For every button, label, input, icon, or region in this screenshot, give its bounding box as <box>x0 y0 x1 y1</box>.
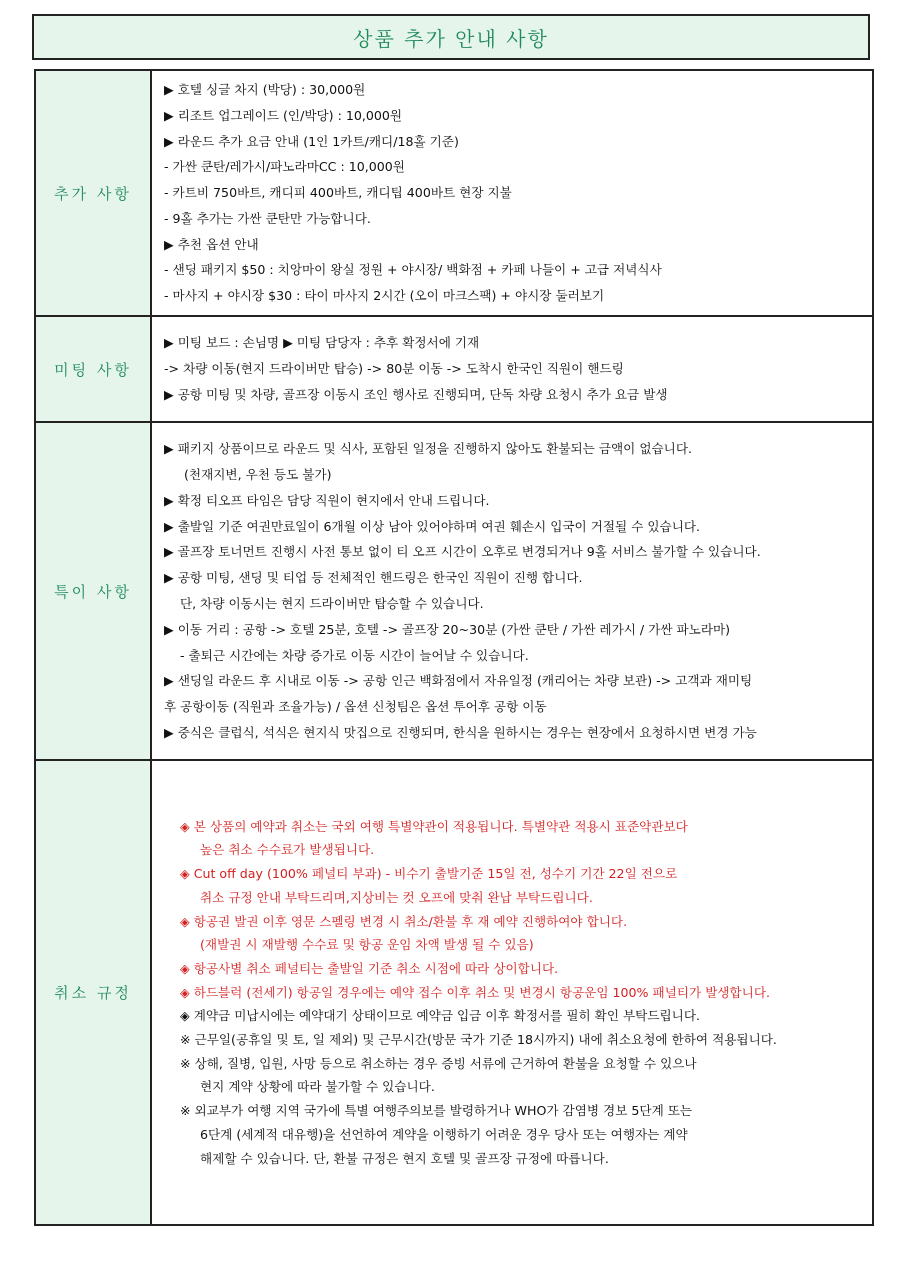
section-label-special: 특이 사항 <box>35 422 151 760</box>
section-meeting <box>35 316 873 422</box>
list-item: 현지 계약 상황에 따라 불가할 수 있습니다. <box>200 1079 435 1095</box>
list-item: - 9홀 추가는 가싼 쿤탄만 가능합니다. <box>164 210 371 226</box>
section-extra <box>35 70 873 316</box>
section-label-cancel: 취소 규정 <box>35 760 151 1225</box>
list-item: ◈ 항공사별 취소 페널티는 출발일 기준 취소 시점에 따라 상이합니다. <box>180 960 559 976</box>
section-content-extra <box>151 70 873 316</box>
list-item: - 샌딩 패키지 $50 : 치앙마이 왕실 정원 + 야시장/ 백화점 + 카페 나들이 + 고급 저녁식사 <box>164 262 662 278</box>
list-item: ▶ 패키지 상품이므로 라운드 및 식사, 포함된 일정을 진행하지 않아도 환불되는 금액이 없습니다. <box>164 441 693 457</box>
list-item: - 가싼 쿤탄/레가시/파노라마CC : 10,000원 <box>164 159 405 175</box>
list-item: ▶ 공항 미팅 및 차량, 골프장 이동시 조인 행사로 진행되며, 단독 차량 요청시 추가 요금 발생 <box>164 386 668 402</box>
list-item: ▶ 출발일 기준 여권만료일이 6개월 이상 남아 있어야하며 여권 훼손시 입국이 거절될 수 있습니다. <box>164 518 701 534</box>
list-item: 단, 차량 이동시는 현지 드라이버만 탑승할 수 있습니다. <box>180 596 484 611</box>
list-item: - 출퇴근 시간에는 차량 증가로 이동 시간이 늘어날 수 있습니다. <box>180 647 529 663</box>
list-item: 취소 규정 안내 부탁드리며,지상비는 컷 오프에 맞춰 완납 부탁드립니다. <box>200 889 593 905</box>
list-item: ◈ 본 상품의 예약과 취소는 국외 여행 특별약관이 적용됩니다. 특별약관 적용시 표준약관보다 <box>180 818 688 834</box>
info-table <box>34 69 874 1226</box>
list-item: 후 공항이동 (직원과 조율가능) / 옵션 신청팀은 옵션 투어후 공항 이동 <box>164 699 547 715</box>
list-item: ▶ 리조트 업그레이드 (인/박당) : 10,000원 <box>164 107 403 123</box>
list-item: (천재지변, 우천 등도 불가) <box>184 467 332 483</box>
list-item: ▶ 확정 티오프 타임은 담당 직원이 현지에서 안내 드립니다. <box>164 492 490 508</box>
list-item: ▶ 중식은 클럽식, 석식은 현지식 맛집으로 진행되며, 한식을 원하시는 경우는 현장에서 요청하시면 변경 가능 <box>164 724 757 740</box>
list-item: - 카트비 750바트, 캐디피 400바트, 캐디팁 400바트 현장 지불 <box>164 185 512 201</box>
section-label-meeting: 미팅 사항 <box>35 316 151 422</box>
list-item: ▶ 샌딩일 라운드 후 시내로 이동 -> 공항 인근 백화점에서 자유일정 (캐리어는 차량 보관) -> 고객과 재미팅 <box>164 673 753 689</box>
list-item: ▶ 공항 미팅, 샌딩 및 티업 등 전체적인 핸드링은 한국인 직원이 진행 합니다. <box>164 570 583 586</box>
list-item: ▶ 호텔 싱글 차지 (박당) : 30,000원 <box>164 81 366 97</box>
list-item: ※ 근무일(공휴일 및 토, 일 제외) 및 근무시간(방문 국가 기준 18시까지) 내에 취소요청에 한하여 적용됩니다. <box>180 1032 777 1048</box>
section-cancel <box>35 760 873 1225</box>
list-item: ▶ 추천 옵션 안내 <box>164 236 259 252</box>
section-label-extra: 추가 사항 <box>35 70 151 316</box>
list-item: ※ 상해, 질병, 입원, 사망 등으로 취소하는 경우 증빙 서류에 근거하여 환불을 요청할 수 있으나 <box>180 1055 697 1071</box>
list-item: - 마사지 + 야시장 $30 : 타이 마사지 2시간 (오이 마크스팩) + 야시장 둘러보기 <box>164 288 605 304</box>
section-content-special <box>151 422 873 760</box>
list-item: ◈ Cut off day (100% 페널티 부과) - 비수기 출발기준 15일 전, 성수기 기간 22일 전으로 <box>180 866 678 882</box>
list-item: -> 차량 이동(현지 드라이버만 탑승) -> 80분 이동 -> 도착시 한국인 직원이 핸드링 <box>164 361 624 377</box>
section-content-cancel <box>151 760 873 1225</box>
list-item: 6단계 (세계적 대유행)을 선언하여 계약을 이행하기 어려운 경우 당사 또는 여행자는 계약 <box>200 1126 688 1142</box>
list-item: ▶ 미팅 보드 : 손님명 ▶ 미팅 담당자 : 추후 확정서에 기재 <box>164 335 480 351</box>
list-item: ▶ 이동 거리 : 공항 -> 호텔 25분, 호텔 -> 골프장 20~30분 (가싼 쿤탄 / 가싼 레가시 / 가싼 파노라마) <box>164 621 731 637</box>
page-title: 상품 추가 안내 사항 <box>353 26 549 51</box>
list-item: ◈ 계약금 미납시에는 예약대기 상태이므로 예약금 입금 이후 확정서를 필히 확인 부탁드립니다. <box>180 1008 701 1024</box>
list-item: ※ 외교부가 여행 지역 국가에 특별 여행주의보를 발령하거나 WHO가 감염병 경보 5단계 또는 <box>180 1103 693 1119</box>
list-item: ◈ 하드블럭 (전세기) 항공일 경우에는 예약 접수 이후 취소 및 변경시 항공운임 100% 패널티가 발생합니다. <box>180 984 771 1000</box>
section-special <box>35 422 873 760</box>
list-item: 해제할 수 있습니다. 단, 환불 규정은 현지 호텔 및 골프장 규정에 따릅니다. <box>200 1150 609 1166</box>
section-content-meeting <box>151 316 873 422</box>
page-title-box <box>32 14 870 60</box>
list-item: ◈ 항공권 발권 이후 영문 스펠링 변경 시 취소/환불 후 재 예약 진행하여야 합니다. <box>180 913 628 929</box>
list-item: ▶ 골프장 토너먼트 진행시 사전 통보 없이 티 오프 시간이 오후로 변경되거나 9홀 서비스 불가할 수 있습니다. <box>164 544 761 560</box>
list-item: (재발권 시 재발행 수수료 및 항공 운임 차액 발생 될 수 있음) <box>200 937 534 953</box>
list-item: 높은 취소 수수료가 발생됩니다. <box>200 842 375 858</box>
list-item: ▶ 라운드 추가 요금 안내 (1인 1카트/캐디/18홀 기준) <box>164 133 459 149</box>
